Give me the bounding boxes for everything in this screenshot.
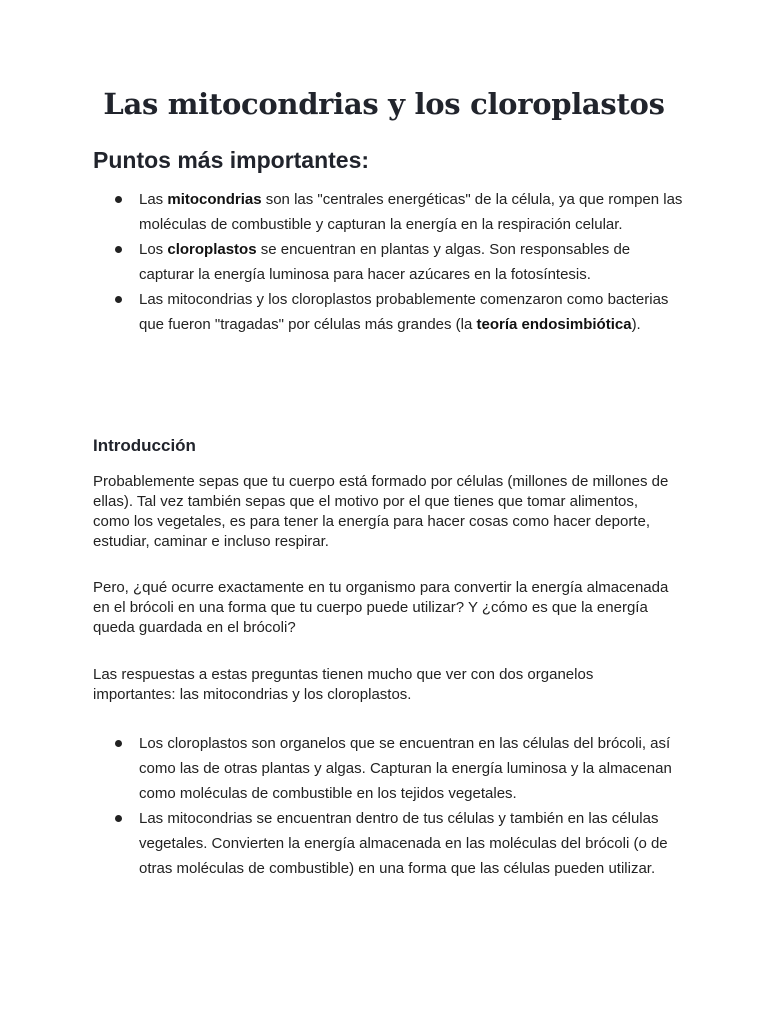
page-title: Las mitocondrias y los cloroplastos [103,87,665,121]
list-item-text: son las "centrales energéticas" de la célula, ya que rompen las moléculas de combustible y capturan la energía en la respiración celular. [139,191,683,233]
bold-term: teoría endosimbiótica [476,316,632,333]
list-item [93,806,683,881]
list-item-text: se encuentran en plantas y algas. Son responsables de capturar la energía luminosa para hacer azúcares en la fotosíntesis. [139,241,631,283]
key-points-heading: Puntos más importantes: [93,147,370,173]
list-item-text: Las mitocondrias y los cloroplastos probablemente comenzaron como bacterias que fueron "tragadas" por células más grandes (la [139,291,669,333]
intro-paragraph: Pero, ¿qué ocurre exactamente en tu organismo para convertir la energía almacenada en el brócoli en una forma que tu cuerpo puede utilizar? Y ¿cómo es que la energía queda guardada en el brócoli? [93,579,669,636]
bold-term: cloroplastos [167,241,257,258]
intro-paragraph: Las respuestas a estas preguntas tienen mucho que ver con dos organelos importantes: las mitocondrias y los cloroplastos. [93,666,594,703]
list-item [93,731,683,806]
key-points-list [93,187,683,337]
intro-paragraph: Probablemente sepas que tu cuerpo está formado por células (millones de millones de ellas). Tal vez también sepas que el motivo por el que tienes que tomar alimentos, como los vegetales, es para tener la energía para hacer cosas como hacer deporte, estudiar, caminar e incluso respirar. [93,473,669,550]
bullet-icon [115,196,122,203]
list-item-text: Las [139,191,168,208]
bold-term: mitocondrias [167,191,262,208]
organelles-list [93,731,683,881]
bullet-icon [115,296,122,303]
bullet-icon [115,246,122,253]
bullet-icon [115,740,122,747]
list-item [93,287,683,337]
list-item-text: Los cloroplastos son organelos que se encuentran en las células del brócoli, así como las de otras plantas y algas. Capturan la energía luminosa y la almacenan como moléculas de combustible en los tejidos vegetales. [139,735,672,802]
list-item [93,237,683,287]
intro-heading: Introducción [93,436,196,455]
list-item-text: Los [139,241,168,258]
list-item-text: Las mitocondrias se encuentran dentro de tus células y también en las células vegetales. Convierten la energía almacenada en las moléculas del brócoli (o de otras moléculas de combustible) en una forma que las células pueden utilizar. [139,810,668,877]
bullet-icon [115,815,122,822]
list-item-text: ). [631,316,641,333]
list-item [93,187,683,237]
